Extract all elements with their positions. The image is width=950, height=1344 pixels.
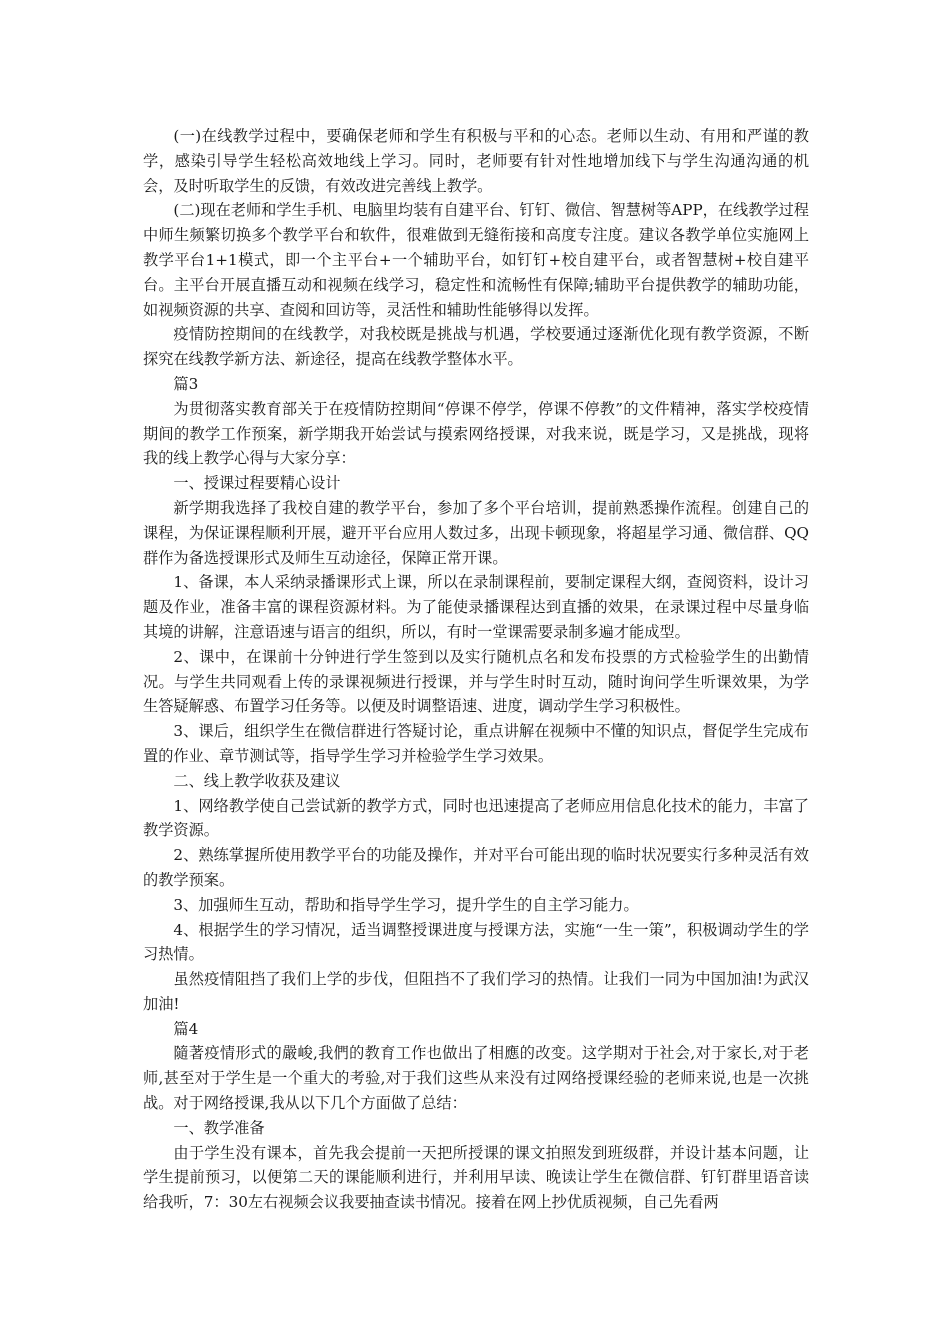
paragraph-principle-2: (二)现在老师和学生手机、电脑里均装有自建平台、钉钉、微信、智慧树等APP，在线教学过程中师生频繁切换多个教学平台和软件，很难做到无缝衔接和高度专注度。建议各教学单位实施网上教学平台1+1模式，即一个主平台+一个辅助平台，如钉钉+校自建平台，或者智慧树+校自建平台。主平台开展直播互动和视频在线学习，稳定性和流畅性有保障;辅助平台提供教学的辅助功能，如视频资源的共享、查阅和回访等，灵活性和辅助性能够得以发挥。 [143,201,809,319]
paragraph-principle-1: (一)在线教学过程中，要确保老师和学生有积极与平和的心态。老师以生动、有用和严谨的教学，感染引导学生轻松高效地线上学习。同时，老师要有针对性地增加线下与学生沟通沟通的机会，及时听取学生的反馈，有效改进完善线上教学。 [143,127,809,195]
subheading-teaching-prep: 一、教学准备 [173,1118,265,1137]
paragraph-teaching-prep: 由于学生没有课本，首先我会提前一天把所授课的课文拍照发到班级群，并设计基本问题，让学生提前预习，以便第二天的课能顺利进行，并利用早读、晚读让学生在微信群、钉钉群里语音读给我听，7：30左右视频会议我要抽查读书情况。接着在网上抄优质视频，自己先看两 [143,1143,809,1212]
paragraph-after-class: 3、课后，组织学生在微信群进行答疑讨论，重点讲解在视频中不懂的知识点，督促学生完成布置的作业、章节测试等，指导学生学习并检验学生学习效果。 [143,722,809,765]
section-heading-3: 篇3 [173,374,199,393]
paragraph-intro-4: 隨著疫情形式的嚴峻,我們的教育工作也做出了相應的改变。这学期对于社会,对于家长,对于老师,甚至对于学生是一个重大的考验,对于我们这些从来没有过网络授课经验的老师来说,也是一次挑战。对于网络授课,我从以下几个方面做了总结： [143,1044,809,1113]
subheading-design: 一、授课过程要精心设计 [173,474,341,493]
subheading-gains: 二、线上教学收获及建议 [173,771,341,790]
paragraph-platform: 新学期我选择了我校自建的教学平台，参加了多个平台培训，提前熟悉操作流程。创建自己的课程，为保证课程顺利开展，避开平台应用人数过多，出现卡顿现象，将超星学习通、微信群、QQ 群作为备选授课形式及师生互动途径，保障正常开课。 [143,498,809,567]
paragraph-prep: 1、备课，本人采纳录播课形式上课，所以在录制课程前，要制定课程大纲，查阅资料，设计习题及作业，准备丰富的课程资源材料。为了能使录播课程达到直播的效果，在录课过程中尽量身临其境的讲解，注意语速与语言的组织，所以，有时一堂课需要录制多遍才能成型。 [143,573,809,641]
section-heading-4: 篇4 [173,1019,199,1038]
paragraph-gain-4: 4、根据学生的学习情况，适当调整授课进度与授课方法，实施“一生一策”，积极调动学生的学习热情。 [143,920,809,964]
paragraph-gain-1: 1、网络教学使自己尝试新的教学方式，同时也迅速提高了老师应用信息化技术的能力，丰富了教学资源。 [143,796,809,840]
paragraph-closing-3: 虽然疫情阻挡了我们上学的步伐，但阻挡不了我们学习的热情。让我们一同为中国加油!为武汉加油! [143,970,809,1013]
paragraph-gain-2: 2、熟练掌握所使用教学平台的功能及操作，并对平台可能出现的临时状况要实行多种灵活有效的教学预案。 [143,846,809,889]
paragraph-intro-3: 为贯彻落实教育部关于在疫情防控期间“停课不停学，停课不停教”的文件精神，落实学校疫情期间的教学工作预案，新学期我开始尝试与摸索网络授课，对我来说，既是学习，又是挑战，现将我的线上教学心得与大家分享： [143,399,809,468]
document-body [143,124,809,1215]
paragraph-gain-3: 3、加强师生互动，帮助和指导学生学习，提升学生的自主学习能力。 [173,895,639,914]
paragraph-in-class: 2、课中，在课前十分钟进行学生签到以及实行随机点名和发布投票的方式检验学生的出勤情况。与学生共同观看上传的录课视频进行授课，并与学生时时互动，随时询问学生听课效果，为学生答疑解惑、布置学习任务等。以便及时调整语速、进度，调动学生学习积极性。 [143,647,809,716]
paragraph-conclusion: 疫情防控期间的在线教学，对我校既是挑战与机遇，学校要通过逐渐优化现有教学资源，不断探究在线教学新方法、新途径，提高在线教学整体水平。 [143,325,809,369]
